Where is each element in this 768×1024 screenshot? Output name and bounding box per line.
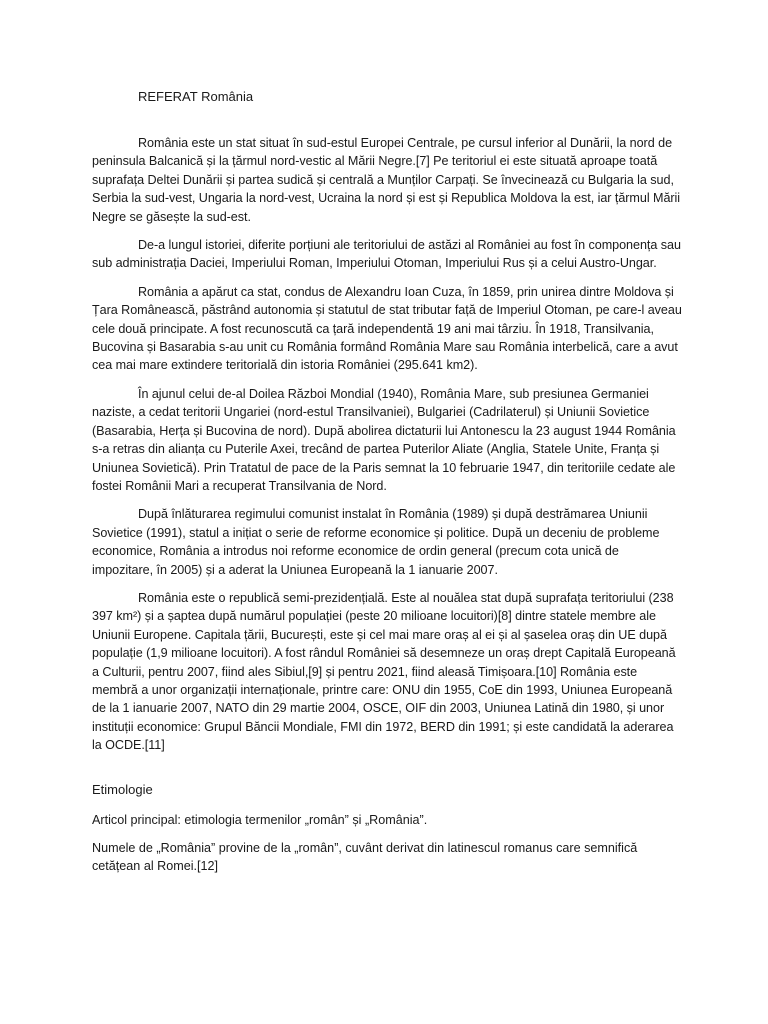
document-body <box>92 134 682 876</box>
paragraph-post-communism: După înlăturarea regimului comunist instalat în România (1989) și după destrămarea Uniunii Sovietice (1991), statul a inițiat o serie de reforme economice și politice. După un deceniu de probleme economice, România a introdus noi reforme economice de ordin general (precum cota unică de impozitare, în 2005) și a aderat la Uniunea Europeană la 1 ianuarie 2007. <box>92 507 660 577</box>
paragraph-etymology: Numele de „România” provine de la „român”, cuvânt derivat din latinescul romanus care semnifică cetățean al Romei.[12] <box>92 841 638 874</box>
paragraph-republic: România este o republică semi-prezidențială. Este al nouălea stat după suprafața teritoriului (238 397 km²) și a șaptea după numărul populației (peste 20 milioane locuitori)[8] dintre statele membre ale Uniunii Europene. Capitala țării, București, este și cel mai mare oraș al ei și al șaselea oraș din UE după populație (1,9 milioane locuitori). A fost rândul României să desemneze un oraș drept Capitală Europeană a Culturii, pentru 2007, fiind ales Sibiul,[9] și pentru 2021, fiind aleasă Timișoara.[10] România este membră a unor organizații internaționale, printre care: ONU din 1955, CoE din 1993, Uniunea Europeană de la 1 ianuarie 2007, NATO din 29 martie 2004, OSCE, OIF din 2003, Uniunea Latină din 1980, și unor instituții economice: Grupul Băncii Mondiale, FMI din 1972, BERD din 1991; și este candidată la aderarea la OCDE.[11] <box>92 590 676 753</box>
paragraph-ww2: În ajunul celui de-al Doilea Război Mondial (1940), România Mare, sub presiunea Germaniei naziste, a cedat teritorii Ungariei (nord-estul Transilvaniei), Bulgariei (Cadrilaterul) și Uniunii Sovietice (Basarabia, Herța și Bucovina de nord). După abolirea dictaturii lui Antonescu la 23 august 1944 România s-a retras din alianța cu Puterile Axei, trecând de partea Puterilor Aliate (Anglia, Statele Unite, Franța și Uniunea Sovietică). Prin Tratatul de pace de la Paris semnat la 10 februarie 1947, din teritoriile cedate ale fostei Românii Mari a recuperat Transilvania de Nord. <box>92 386 676 493</box>
paragraph-intro: România este un stat situat în sud-estul Europei Centrale, pe cursul inferior al Dunării, la nord de peninsula Balcanică și la țărmul nord-vestic al Mării Negre.[7] Pe teritoriul ei este situată aproape toată suprafața Deltei Dunării și partea sudică și centrală a Munților Carpați. Se învecinează cu Bulgaria la sud, Serbia la sud-vest, Ungaria la nord-vest, Ucraina la nord și est și Republica Moldova la est, iar țărmul Mării Negre se găsește la sud-est. <box>92 136 681 224</box>
paragraph-history: De-a lungul istoriei, diferite porțiuni ale teritoriului de astăzi al României au fost în componența sau sub administrația Daciei, Imperiului Roman, Imperiului Otoman, Imperiului Rus și a celui Austro-Ungar. <box>92 238 681 271</box>
document-title: REFERAT România <box>138 89 254 104</box>
main-article-note: Articol principal: etimologia termenilor „român” și „România”. <box>92 812 428 827</box>
section-heading-etymology: Etimologie <box>92 781 153 797</box>
paragraph-formation: România a apărut ca stat, condus de Alexandru Ioan Cuza, în 1859, prin unirea dintre Moldova și Țara Românească, păstrând autonomia și statutul de stat tributar față de Imperiul Otoman, pe care-l aveau cele două principate. A fost recunoscută ca țară independentă 19 ani mai târziu. În 1918, Transilvania, Bucovina și Basarabia s-au unit cu România formând România Mare sau România interbelică, care a avut cea mai mare extindere teritorială din istoria României (295.641 km2). <box>92 284 682 373</box>
